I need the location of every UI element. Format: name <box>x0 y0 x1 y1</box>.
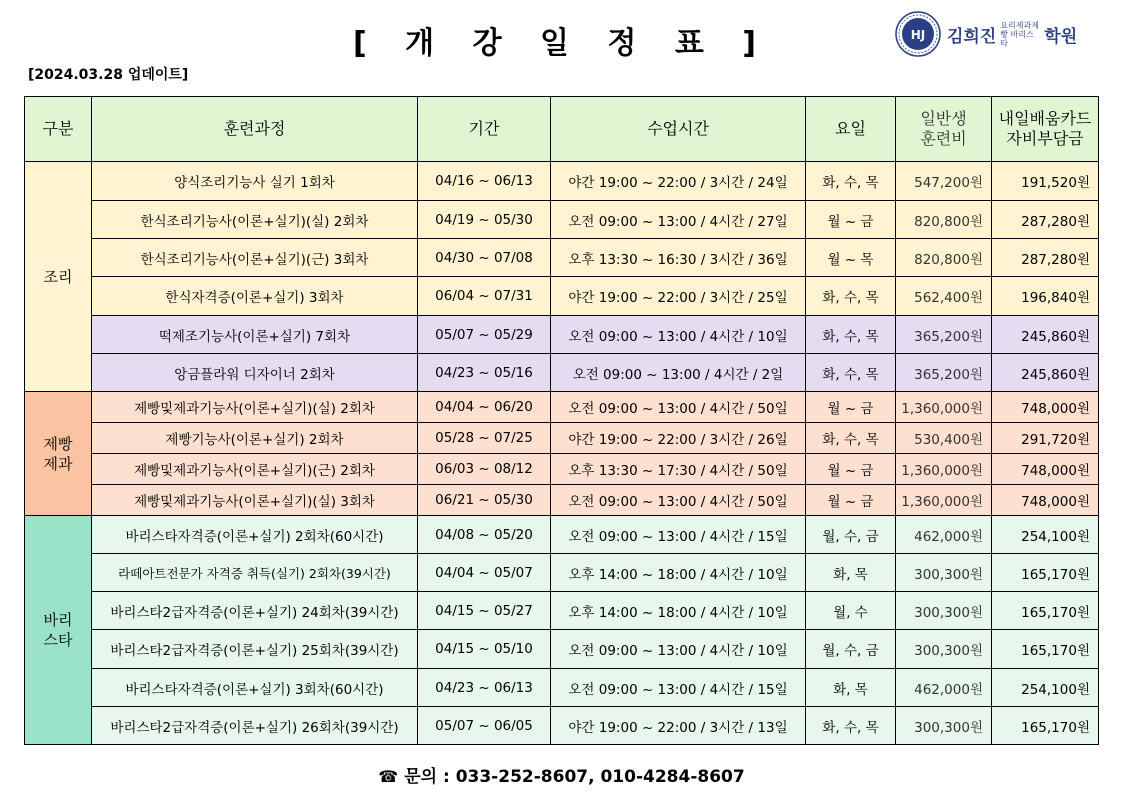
header-fee-line1: 일반생 <box>920 109 967 128</box>
category-baking-line1: 제빵 <box>43 434 73 453</box>
academy-emblem-icon <box>895 11 941 57</box>
period-cell: 04/04 ~ 06/20 <box>418 392 551 423</box>
course-cell: 한식자격증(이론+실기) 3회차 <box>92 277 418 316</box>
category-cooking: 조리 <box>25 162 92 392</box>
fee-cell: 1,360,000원 <box>896 454 992 485</box>
days-cell: 월, 수, 금 <box>806 630 896 669</box>
course-cell: 제빵및제과기능사(이론+실기)(근) 2회차 <box>92 454 418 485</box>
table-row <box>25 669 1099 707</box>
time-cell: 오후 14:00 ~ 18:00 / 4시간 / 10일 <box>551 554 806 592</box>
table-row <box>25 354 1099 392</box>
table-row <box>25 554 1099 592</box>
schedule-table <box>24 96 1099 745</box>
course-cell: 떡제조기능사(이론+실기) 7회차 <box>92 316 418 354</box>
fee-cell: 562,400원 <box>896 277 992 316</box>
header-period: 기간 <box>418 97 551 162</box>
category-barista-line2: 스타 <box>43 631 73 649</box>
time-cell: 오후 13:30 ~ 16:30 / 3시간 / 36일 <box>551 239 806 277</box>
table-row <box>25 516 1099 554</box>
support-cell: 748,000원 <box>992 485 1099 516</box>
table-row <box>25 316 1099 354</box>
category-baking <box>25 392 92 516</box>
days-cell: 화, 목 <box>806 669 896 707</box>
page-title: [ 개 강 일 정 표 ] <box>353 26 770 61</box>
time-cell: 야간 19:00 ~ 22:00 / 3시간 / 25일 <box>551 277 806 316</box>
time-cell: 오전 09:00 ~ 13:00 / 4시간 / 10일 <box>551 630 806 669</box>
time-cell: 오전 09:00 ~ 13:00 / 4시간 / 15일 <box>551 516 806 554</box>
fee-cell: 365,200원 <box>896 316 992 354</box>
contact-info <box>0 762 1123 787</box>
fee-cell: 530,400원 <box>896 423 992 454</box>
fee-cell: 462,000원 <box>896 516 992 554</box>
period-cell: 05/07 ~ 06/05 <box>418 707 551 745</box>
logo-name: 김희진 <box>947 26 997 47</box>
time-cell: 오전 09:00 ~ 13:00 / 4시간 / 50일 <box>551 485 806 516</box>
time-cell: 오후 13:30 ~ 17:30 / 4시간 / 50일 <box>551 454 806 485</box>
period-cell: 04/30 ~ 07/08 <box>418 239 551 277</box>
phone-icon: ☎ <box>378 767 399 786</box>
support-cell: 254,100원 <box>992 669 1099 707</box>
support-cell: 245,860원 <box>992 354 1099 392</box>
header-course: 훈련과정 <box>92 97 418 162</box>
period-cell: 04/16 ~ 06/13 <box>418 162 551 201</box>
table-row <box>25 392 1099 423</box>
days-cell: 월 ~ 금 <box>806 201 896 239</box>
time-cell: 오전 09:00 ~ 13:00 / 4시간 / 15일 <box>551 669 806 707</box>
period-cell: 04/08 ~ 05/20 <box>418 516 551 554</box>
header-row <box>25 97 1099 162</box>
period-cell: 04/23 ~ 05/16 <box>418 354 551 392</box>
time-cell: 오전 09:00 ~ 13:00 / 4시간 / 10일 <box>551 316 806 354</box>
fee-cell: 300,300원 <box>896 707 992 745</box>
header-support-line2: 자비부담금 <box>1006 129 1084 148</box>
days-cell: 월 ~ 금 <box>806 392 896 423</box>
fee-cell: 462,000원 <box>896 669 992 707</box>
category-baking-line2: 제과 <box>43 454 73 473</box>
support-cell: 291,720원 <box>992 423 1099 454</box>
support-cell: 196,840원 <box>992 277 1099 316</box>
period-cell: 06/04 ~ 07/31 <box>418 277 551 316</box>
update-date: [2024.03.28 업데이트] <box>28 67 189 83</box>
course-cell: 바리스타2급자격증(이론+실기) 26회차(39시간) <box>92 707 418 745</box>
support-cell: 254,100원 <box>992 516 1099 554</box>
table-row <box>25 485 1099 516</box>
days-cell: 화, 수, 목 <box>806 316 896 354</box>
header-time: 수업시간 <box>551 97 806 162</box>
table-row <box>25 239 1099 277</box>
support-cell: 287,280원 <box>992 239 1099 277</box>
fee-cell: 547,200원 <box>896 162 992 201</box>
course-cell: 한식조리기능사(이론+실기)(실) 2회차 <box>92 201 418 239</box>
fee-cell: 1,360,000원 <box>896 485 992 516</box>
period-cell: 04/15 ~ 05/27 <box>418 592 551 630</box>
table-row <box>25 592 1099 630</box>
support-cell: 287,280원 <box>992 201 1099 239</box>
fee-cell: 820,800원 <box>896 201 992 239</box>
period-cell: 05/07 ~ 05/29 <box>418 316 551 354</box>
fee-cell: 365,200원 <box>896 354 992 392</box>
course-cell: 바리스타2급자격증(이론+실기) 25회차(39시간) <box>92 630 418 669</box>
course-cell: 앙금플라워 디자이너 2회차 <box>92 354 418 392</box>
header-days: 요일 <box>806 97 896 162</box>
logo-subtitle: 요리제과제빵 바리스타 <box>1000 20 1039 48</box>
table-row <box>25 454 1099 485</box>
table-row <box>25 201 1099 239</box>
header-fee-line2: 훈련비 <box>920 129 967 148</box>
days-cell: 화, 수, 목 <box>806 277 896 316</box>
support-cell: 165,170원 <box>992 630 1099 669</box>
logo-suffix: 학원 <box>1044 26 1078 47</box>
table-row <box>25 707 1099 745</box>
fee-cell: 820,800원 <box>896 239 992 277</box>
days-cell: 월, 수 <box>806 592 896 630</box>
support-cell: 191,520원 <box>992 162 1099 201</box>
period-cell: 04/15 ~ 05/10 <box>418 630 551 669</box>
support-cell: 245,860원 <box>992 316 1099 354</box>
table-row <box>25 277 1099 316</box>
header-category: 구분 <box>25 97 92 162</box>
fee-cell: 300,300원 <box>896 630 992 669</box>
course-cell: 제빵및제과기능사(이론+실기)(실) 3회차 <box>92 485 418 516</box>
days-cell: 화, 수, 목 <box>806 354 896 392</box>
table-row <box>25 423 1099 454</box>
header-support <box>992 97 1099 162</box>
support-cell: 748,000원 <box>992 454 1099 485</box>
table-row <box>25 630 1099 669</box>
contact-text: 문의 : 033-252-8607, 010-4284-8607 <box>404 767 745 787</box>
support-cell: 165,170원 <box>992 592 1099 630</box>
time-cell: 야간 19:00 ~ 22:00 / 3시간 / 13일 <box>551 707 806 745</box>
header-support-line1: 내일배움카드 <box>998 109 1092 128</box>
header-fee <box>896 97 992 162</box>
days-cell: 화, 수, 목 <box>806 707 896 745</box>
course-cell: 바리스타2급자격증(이론+실기) 24회차(39시간) <box>92 592 418 630</box>
time-cell: 오전 09:00 ~ 13:00 / 4시간 / 27일 <box>551 201 806 239</box>
course-cell: 라떼아트전문가 자격증 취득(실기) 2회차(39시간) <box>92 554 418 592</box>
period-cell: 04/19 ~ 05/30 <box>418 201 551 239</box>
time-cell: 야간 19:00 ~ 22:00 / 3시간 / 24일 <box>551 162 806 201</box>
days-cell: 화, 목 <box>806 554 896 592</box>
days-cell: 월 ~ 금 <box>806 485 896 516</box>
time-cell: 오전 09:00 ~ 13:00 / 4시간 / 2일 <box>551 354 806 392</box>
period-cell: 04/23 ~ 06/13 <box>418 669 551 707</box>
table-row <box>25 162 1099 201</box>
academy-logo <box>895 9 1077 59</box>
days-cell: 화, 수, 목 <box>806 423 896 454</box>
course-cell: 제빵및제과기능사(이론+실기)(실) 2회차 <box>92 392 418 423</box>
period-cell: 06/21 ~ 05/30 <box>418 485 551 516</box>
category-barista <box>25 516 92 745</box>
emblem-text: HJ <box>910 28 926 42</box>
period-cell: 05/28 ~ 07/25 <box>418 423 551 454</box>
fee-cell: 300,300원 <box>896 592 992 630</box>
support-cell: 748,000원 <box>992 392 1099 423</box>
course-cell: 제빵기능사(이론+실기) 2회차 <box>92 423 418 454</box>
course-cell: 한식조리기능사(이론+실기)(근) 3회차 <box>92 239 418 277</box>
days-cell: 화, 수, 목 <box>806 162 896 201</box>
days-cell: 월 ~ 목 <box>806 239 896 277</box>
days-cell: 월 ~ 금 <box>806 454 896 485</box>
time-cell: 오전 09:00 ~ 13:00 / 4시간 / 50일 <box>551 392 806 423</box>
time-cell: 야간 19:00 ~ 22:00 / 3시간 / 26일 <box>551 423 806 454</box>
days-cell: 월, 수, 금 <box>806 516 896 554</box>
fee-cell: 300,300원 <box>896 554 992 592</box>
support-cell: 165,170원 <box>992 707 1099 745</box>
course-cell: 양식조리기능사 실기 1회차 <box>92 162 418 201</box>
support-cell: 165,170원 <box>992 554 1099 592</box>
period-cell: 06/03 ~ 08/12 <box>418 454 551 485</box>
category-barista-line1: 바리 <box>43 611 73 629</box>
fee-cell: 1,360,000원 <box>896 392 992 423</box>
course-cell: 바리스타자격증(이론+실기) 2회차(60시간) <box>92 516 418 554</box>
time-cell: 오후 14:00 ~ 18:00 / 4시간 / 10일 <box>551 592 806 630</box>
course-cell: 바리스타자격증(이론+실기) 3회차(60시간) <box>92 669 418 707</box>
period-cell: 04/04 ~ 05/07 <box>418 554 551 592</box>
